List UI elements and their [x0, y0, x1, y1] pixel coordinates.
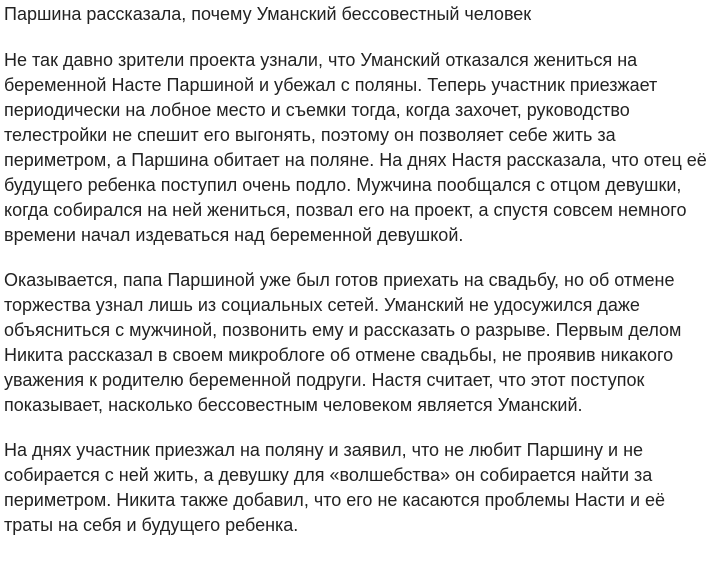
paragraph-line: показывает, насколько бессовестным человеком является Уманский. — [4, 395, 583, 415]
paragraph-line: собирается с ней жить, а девушку для «волшебства» он собирается найти за — [4, 465, 653, 485]
paragraph-line: уважения к родителю беременной подруги. Настя считает, что этот поступок — [4, 370, 645, 390]
paragraph-line: Не так давно зрители проекта узнали, что Уманский отказался жениться на — [4, 50, 638, 70]
article — [4, 2, 706, 538]
paragraph-line: траты на себя и будущего ребенка. — [4, 515, 299, 535]
paragraph-line: времени начал издеваться над беременной девушкой. — [4, 225, 464, 245]
paragraph-line: периметром. Никита также добавил, что его не касаются проблемы Насти и её — [4, 490, 666, 510]
paragraph-line: торжества узнал лишь из социальных сетей. Уманский не удосужился даже — [4, 295, 640, 315]
paragraph-line: объясниться с мужчиной, позвонить ему и рассказать о разрыве. Первым делом — [4, 320, 682, 340]
paragraph-line: Никита рассказал в своем микроблоге об отмене свадьбы, не проявив никакого — [4, 345, 674, 365]
paragraph-line: Оказывается, папа Паршиной уже был готов приехать на свадьбу, но об отмене — [4, 270, 675, 290]
paragraph-line: беременной Насте Паршиной и убежал с поляны. Теперь участник приезжает — [4, 75, 658, 95]
paragraph-line: будущего ребенка поступил очень подло. Мужчина пообщался с отцом девушки, — [4, 175, 682, 195]
paragraph-line: На днях участник приезжал на поляну и заявил, что не любит Паршину и не — [4, 440, 644, 460]
paragraph-2 — [4, 268, 706, 418]
article-title: Паршина рассказала, почему Уманский бессовестный человек — [4, 4, 532, 24]
paragraph-3 — [4, 438, 706, 538]
paragraph-line: периодически на лобное место и съемки тогда, когда захочет, руководство — [4, 100, 630, 120]
paragraph-line: когда собирался на ней жениться, позвал его на проект, а спустя совсем немного — [4, 200, 687, 220]
paragraph-line: периметром, а Паршина обитает на поляне. На днях Настя рассказала, что отец её — [4, 150, 707, 170]
paragraph-1 — [4, 48, 706, 248]
paragraph-line: телестройки не спешит его выгонять, поэтому он позволяет себе жить за — [4, 125, 616, 145]
